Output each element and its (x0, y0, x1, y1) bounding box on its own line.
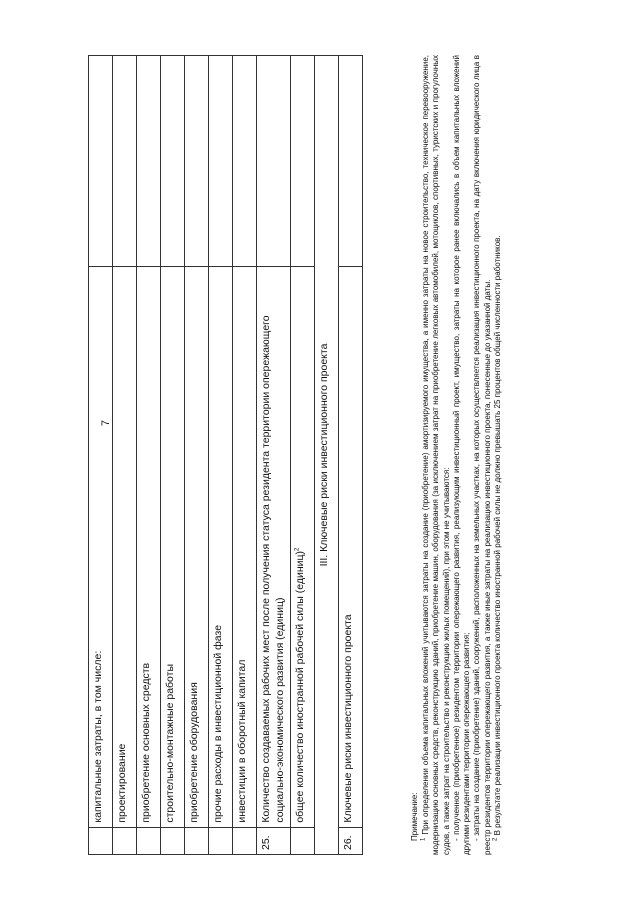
row-number (291, 827, 315, 854)
table-row (291, 56, 315, 855)
row-description (291, 266, 315, 827)
row-value (161, 56, 185, 267)
row-description: прочие расходы в инвестиционной фазе (209, 266, 233, 827)
row-number (161, 827, 185, 854)
footnote-ref: 2 (294, 547, 301, 551)
row-description: капитальные затраты, в том числе: (89, 266, 113, 827)
table-row (339, 56, 363, 855)
section-row (315, 56, 339, 855)
row-value (233, 56, 257, 267)
row-value (209, 56, 233, 267)
row-description: проектирование (113, 266, 137, 827)
row-number (113, 827, 137, 854)
row-number (209, 827, 233, 854)
row-value (291, 56, 315, 267)
footnotes (410, 55, 503, 855)
table-row (257, 56, 291, 855)
table-row (233, 56, 257, 855)
row-description: Количество создаваемых рабочих мест после получения статуса резидента территории опережающего социально-экономического развития (единиц) (257, 266, 291, 827)
row-number: 26. (339, 827, 363, 854)
row-description-text: общее количество иностранной рабочей силы (единиц) (294, 550, 307, 823)
row-value (89, 56, 113, 267)
page-number: 7 (100, 419, 112, 427)
row-number (185, 827, 209, 854)
row-description: строительно-монтажные работы (161, 266, 185, 827)
footnote-2-text: В результате реализации инвестиционного проекта количество иностранной рабочей силы не должно превышать 25 процентов общей численности работников. (492, 235, 502, 836)
table-row (137, 56, 161, 855)
footnote-marker: 2 (492, 837, 499, 841)
footnote-marker: 1 (420, 837, 427, 841)
row-number (233, 827, 257, 854)
footnote-2 (493, 55, 503, 855)
row-description: приобретение основных средств (137, 266, 161, 827)
row-description: приобретение оборудования (185, 266, 209, 827)
table-row (113, 56, 137, 855)
investment-table (88, 55, 363, 855)
table-row (161, 56, 185, 855)
row-value (137, 56, 161, 267)
section-heading: III. Ключевые риски инвестиционного проекта (315, 56, 339, 855)
footnote-1-item-2: - затраты на создание (приобретение) зданий, сооружений, расположенных на земельных участках, на которых осуществляется реализация инвестиционного проекта, на дату включения юридического лица в реестр резидентов территории опережающего развития, а также иные затраты на реализацию инвестиционного проекта, понесенные до указанной даты. (472, 55, 492, 855)
row-number (89, 827, 113, 854)
footnote-1-item-1: - полученное (приобретенное) резидентом территории опережающего развития, реализующим инвестиционный проект, имущество, затраты на которое ранее включались в объем капитальных вложений другими резидентами территории опережающего развития; (451, 55, 472, 855)
row-value (339, 56, 363, 267)
row-value (185, 56, 209, 267)
footnote-1 (421, 55, 452, 855)
table-row (89, 56, 113, 855)
table-row (209, 56, 233, 855)
row-number: 25. (257, 827, 291, 854)
footnote-1-text: При определении объема капитальных вложений учитываются затраты на создание (приобретение) амортизируемого имущества, а именно затраты на новое строительство, техническое перевооружение, модернизацию основных средств, реконструкцию зданий, приобретение машин, оборудования (за исключением затрат на приобретение легковых автомобилей, мотоциклов, спортивных, туристских и прогулочных судов, а также затрат на строительство и реконструкцию жилых помещений), при этом не учитываются: (421, 55, 451, 855)
row-value (257, 56, 291, 267)
row-description: Ключевые риски инвестиционного проекта (339, 266, 363, 827)
row-number (137, 827, 161, 854)
notes-title: Примечание: (410, 792, 419, 841)
row-value (113, 56, 137, 267)
row-description: инвестиции в оборотный капитал (233, 266, 257, 827)
table-row (185, 56, 209, 855)
